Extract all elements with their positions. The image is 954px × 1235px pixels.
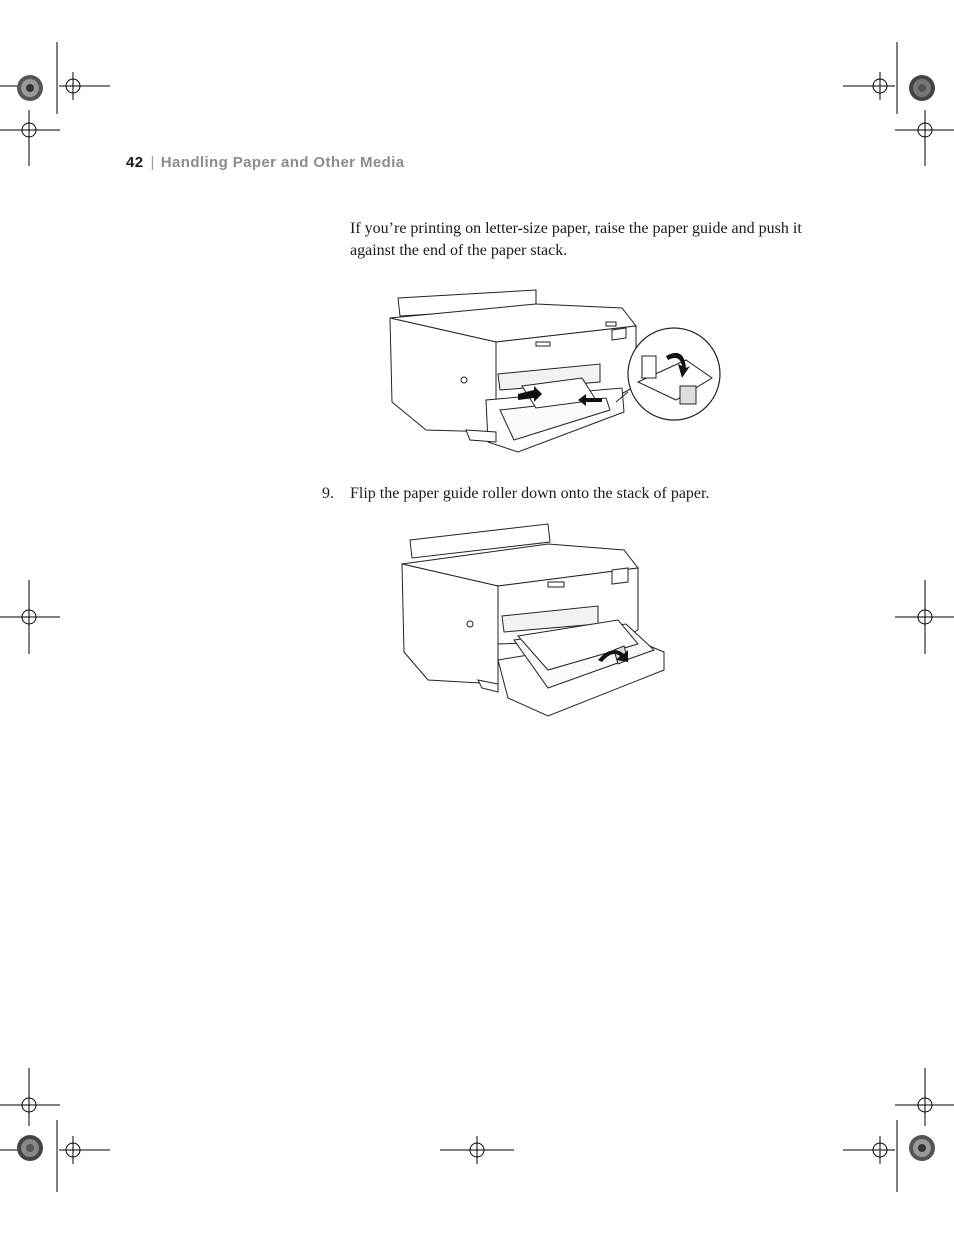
printer-paper-guide-illustration bbox=[386, 282, 728, 460]
step-text: Flip the paper guide roller down onto the stack of paper. bbox=[350, 485, 710, 502]
running-header bbox=[126, 154, 405, 171]
printer-guide-roller-illustration bbox=[398, 520, 668, 718]
page-number: 42 bbox=[126, 154, 144, 171]
instruction-paragraph: If you’re printing on letter-size paper, raise the paper guide and push it against the end of the paper stack. bbox=[350, 220, 802, 259]
step-number: 9. bbox=[322, 485, 334, 502]
step-9 bbox=[322, 483, 842, 505]
header-separator: | bbox=[150, 154, 155, 171]
running-title: Handling Paper and Other Media bbox=[160, 154, 405, 171]
